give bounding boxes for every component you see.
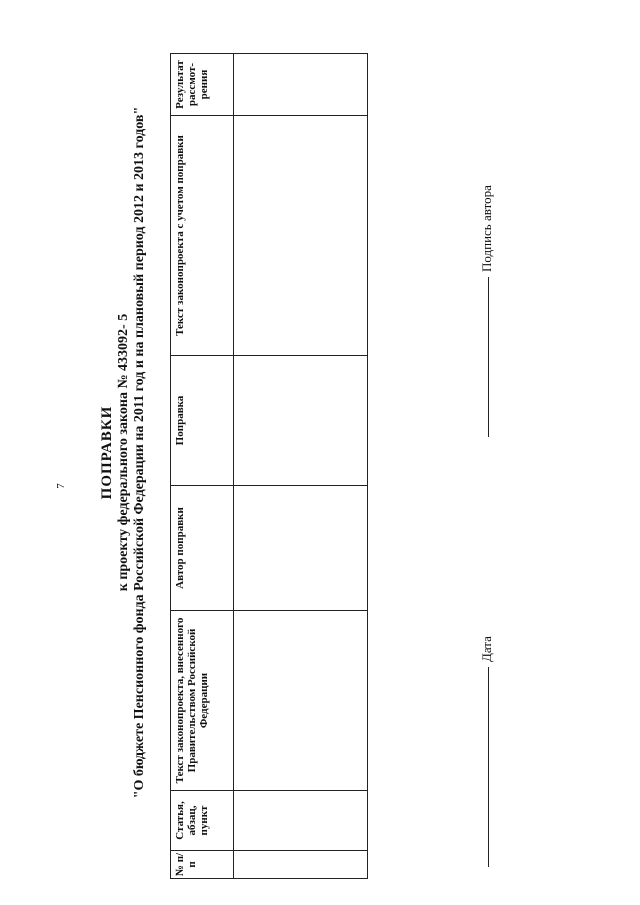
author-signature-label: Подпись автора (479, 185, 494, 272)
author-signature-line (488, 277, 489, 437)
column-header-article: Статья, абзац, пункт (171, 791, 234, 851)
document-title: ПОПРАВКИ (99, 405, 115, 500)
date-signature-line (488, 667, 489, 867)
page-number: 7 (55, 483, 67, 489)
document-subtitle-line1: к проекту федерального закона № 433092- 5 (116, 313, 131, 592)
column-header-number: № п/п (171, 851, 234, 879)
table-cell (234, 356, 368, 486)
table-header-row (171, 54, 234, 879)
document-subtitle-line2: "О бюджете Пенсионного фонда Российской Федерации на 2011 год и на плановый период 2012 и 2013 годов" (132, 106, 147, 799)
column-header-government-text: Текст законопроекта, внесенного Правительством Российской Федерации (171, 611, 234, 791)
column-header-amendment: Поправка (171, 356, 234, 486)
amendments-table (170, 53, 368, 879)
table-cell (234, 116, 368, 356)
table-cell (234, 791, 368, 851)
table-cell (234, 851, 368, 879)
date-label: Дата (479, 636, 494, 662)
column-header-result: Результат рассмот-рения (171, 54, 234, 116)
table-cell (234, 486, 368, 611)
column-header-author: Автор поправки (171, 486, 234, 611)
table-row (234, 54, 368, 879)
table-cell (234, 611, 368, 791)
table-cell (234, 54, 368, 116)
column-header-amended-text: Текст законопроекта с учетом поправки (171, 116, 234, 356)
